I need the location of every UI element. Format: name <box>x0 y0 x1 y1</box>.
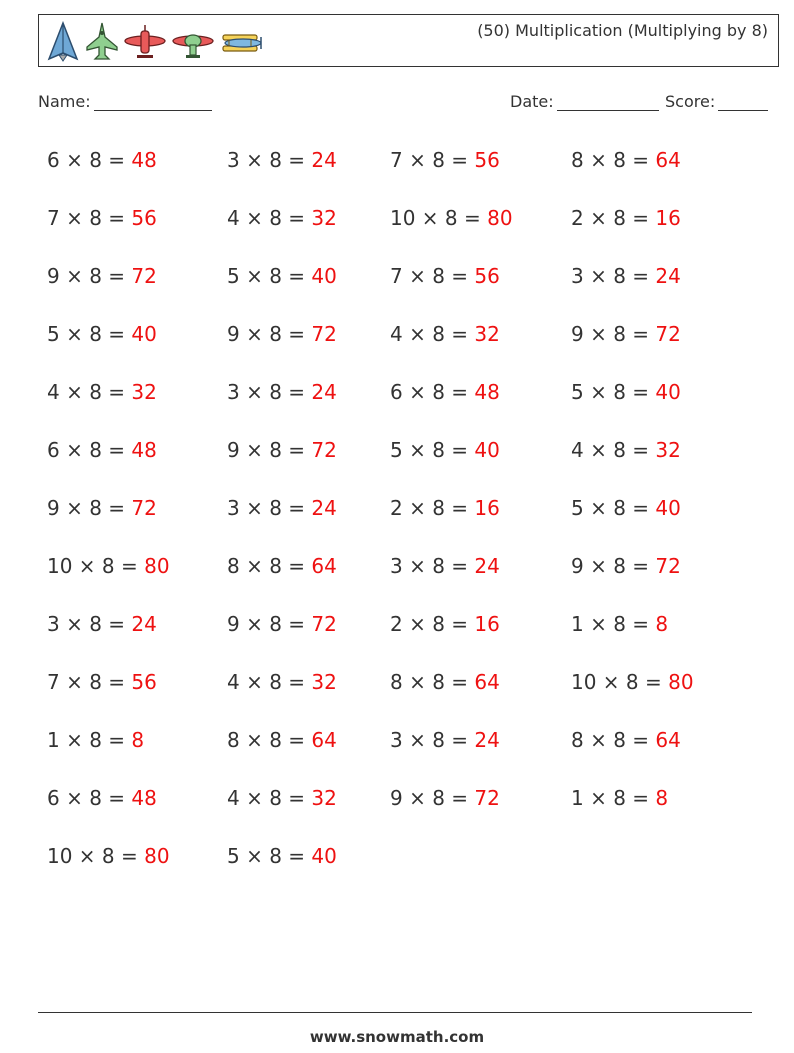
problem-answer: 80 <box>144 554 170 578</box>
problem-answer: 64 <box>311 728 337 752</box>
problem-item <box>390 554 500 578</box>
problem-question: 9 × 8 = <box>47 264 132 288</box>
problem-item <box>47 844 170 868</box>
problem-item <box>390 438 500 462</box>
problem-answer: 32 <box>311 786 337 810</box>
problem-question: 3 × 8 = <box>227 380 312 404</box>
problem-item <box>47 264 157 288</box>
problem-item <box>227 670 337 694</box>
problem-answer: 72 <box>131 496 157 520</box>
problem-question: 6 × 8 = <box>47 148 132 172</box>
fighter-jet-icon <box>85 21 119 63</box>
problem-item <box>47 380 157 404</box>
problem-answer: 24 <box>311 380 337 404</box>
name-label: Name: <box>38 92 91 111</box>
problem-item <box>227 206 337 230</box>
worksheet-header <box>38 14 779 67</box>
problem-question: 10 × 8 = <box>47 554 145 578</box>
problem-question: 4 × 8 = <box>47 380 132 404</box>
problem-question: 6 × 8 = <box>47 438 132 462</box>
score-blank[interactable] <box>718 94 768 111</box>
problem-answer: 32 <box>655 438 681 462</box>
problem-question: 3 × 8 = <box>390 554 475 578</box>
problem-answer: 80 <box>487 206 513 230</box>
problem-item <box>571 612 668 636</box>
problem-question: 5 × 8 = <box>571 380 656 404</box>
problem-item <box>390 264 500 288</box>
date-blank[interactable] <box>557 94 659 111</box>
problem-answer: 8 <box>655 786 669 810</box>
problem-question: 9 × 8 = <box>390 786 475 810</box>
problem-answer: 40 <box>655 496 681 520</box>
problem-question: 2 × 8 = <box>571 206 656 230</box>
problem-answer: 24 <box>474 728 500 752</box>
problem-answer: 40 <box>311 844 337 868</box>
problem-item <box>571 496 681 520</box>
problem-question: 9 × 8 = <box>227 322 312 346</box>
problem-answer: 16 <box>655 206 681 230</box>
problem-question: 2 × 8 = <box>390 612 475 636</box>
problem-answer: 8 <box>131 728 145 752</box>
problem-item <box>571 438 681 462</box>
problem-item <box>571 728 681 752</box>
problem-question: 5 × 8 = <box>390 438 475 462</box>
problem-item <box>571 148 681 172</box>
problem-answer: 40 <box>655 380 681 404</box>
problem-answer: 24 <box>655 264 681 288</box>
problem-item <box>390 728 500 752</box>
problem-question: 7 × 8 = <box>390 148 475 172</box>
problem-answer: 24 <box>131 612 157 636</box>
problem-answer: 72 <box>655 322 681 346</box>
problem-question: 9 × 8 = <box>227 612 312 636</box>
problem-answer: 56 <box>474 148 500 172</box>
problem-question: 5 × 8 = <box>571 496 656 520</box>
problem-answer: 48 <box>131 148 157 172</box>
biplane-icon <box>219 21 265 63</box>
propeller-plane-red-icon <box>123 21 167 63</box>
date-field <box>510 92 659 111</box>
footer-divider <box>38 1012 752 1013</box>
problem-question: 7 × 8 = <box>390 264 475 288</box>
problem-item <box>571 670 694 694</box>
problem-question: 9 × 8 = <box>571 554 656 578</box>
problem-answer: 80 <box>668 670 694 694</box>
problem-item <box>227 844 337 868</box>
name-field <box>38 92 212 111</box>
problem-item <box>227 438 337 462</box>
problem-answer: 16 <box>474 496 500 520</box>
problem-question: 9 × 8 = <box>571 322 656 346</box>
problem-question: 1 × 8 = <box>47 728 132 752</box>
problem-item <box>47 322 157 346</box>
problem-question: 1 × 8 = <box>571 786 656 810</box>
jet-plane-icon <box>45 21 81 63</box>
problem-answer: 48 <box>474 380 500 404</box>
problem-answer: 72 <box>311 322 337 346</box>
problem-item <box>47 786 157 810</box>
name-blank[interactable] <box>94 94 212 111</box>
problem-question: 3 × 8 = <box>390 728 475 752</box>
problem-answer: 40 <box>311 264 337 288</box>
problem-item <box>47 148 157 172</box>
problem-answer: 72 <box>655 554 681 578</box>
problem-question: 4 × 8 = <box>571 438 656 462</box>
problem-item <box>227 148 337 172</box>
problem-answer: 72 <box>311 612 337 636</box>
problem-answer: 56 <box>474 264 500 288</box>
problem-item <box>47 612 157 636</box>
problem-question: 3 × 8 = <box>227 148 312 172</box>
problem-item <box>390 380 500 404</box>
problem-question: 6 × 8 = <box>47 786 132 810</box>
problem-answer: 24 <box>474 554 500 578</box>
problem-answer: 48 <box>131 438 157 462</box>
problem-answer: 56 <box>131 206 157 230</box>
problem-answer: 64 <box>655 728 681 752</box>
problem-answer: 40 <box>474 438 500 462</box>
problem-item <box>571 786 668 810</box>
problem-answer: 40 <box>131 322 157 346</box>
problem-answer: 64 <box>311 554 337 578</box>
problem-item <box>227 380 337 404</box>
problem-answer: 72 <box>474 786 500 810</box>
problem-answer: 32 <box>131 380 157 404</box>
problem-question: 5 × 8 = <box>47 322 132 346</box>
problem-item <box>47 438 157 462</box>
problem-question: 4 × 8 = <box>227 786 312 810</box>
problem-question: 5 × 8 = <box>227 264 312 288</box>
problem-item <box>47 206 157 230</box>
problem-item <box>227 264 337 288</box>
problem-question: 4 × 8 = <box>227 670 312 694</box>
problem-item <box>390 496 500 520</box>
problem-question: 1 × 8 = <box>571 612 656 636</box>
problem-answer: 48 <box>131 786 157 810</box>
problem-question: 8 × 8 = <box>571 728 656 752</box>
problem-item <box>47 728 144 752</box>
worksheet-title: (50) Multiplication (Multiplying by 8) <box>477 21 768 40</box>
problem-item <box>227 612 337 636</box>
problem-answer: 16 <box>474 612 500 636</box>
problem-item <box>571 322 681 346</box>
problem-question: 7 × 8 = <box>47 206 132 230</box>
problem-item <box>47 670 157 694</box>
score-field <box>665 92 768 111</box>
problem-item <box>227 322 337 346</box>
problem-item <box>390 206 513 230</box>
problem-question: 10 × 8 = <box>47 844 145 868</box>
problem-answer: 24 <box>311 496 337 520</box>
problem-answer: 8 <box>655 612 669 636</box>
problem-answer: 72 <box>311 438 337 462</box>
problem-item <box>47 496 157 520</box>
problem-question: 4 × 8 = <box>227 206 312 230</box>
problem-answer: 24 <box>311 148 337 172</box>
problem-answer: 56 <box>131 670 157 694</box>
problem-question: 9 × 8 = <box>47 496 132 520</box>
problem-item <box>227 554 337 578</box>
problem-item <box>571 206 681 230</box>
problem-item <box>47 554 170 578</box>
problem-item <box>390 786 500 810</box>
problem-item <box>571 380 681 404</box>
problem-question: 8 × 8 = <box>227 728 312 752</box>
problem-question: 4 × 8 = <box>390 322 475 346</box>
problem-item <box>227 786 337 810</box>
problem-question: 8 × 8 = <box>390 670 475 694</box>
score-label: Score: <box>665 92 716 111</box>
problem-question: 6 × 8 = <box>390 380 475 404</box>
problem-answer: 72 <box>131 264 157 288</box>
problem-question: 10 × 8 = <box>571 670 669 694</box>
problem-item <box>390 670 500 694</box>
problem-question: 9 × 8 = <box>227 438 312 462</box>
problem-item <box>390 612 500 636</box>
propeller-plane-green-icon <box>171 21 215 63</box>
date-label: Date: <box>510 92 554 111</box>
problem-question: 7 × 8 = <box>47 670 132 694</box>
problem-item <box>571 554 681 578</box>
problem-answer: 64 <box>655 148 681 172</box>
problem-answer: 80 <box>144 844 170 868</box>
problem-question: 2 × 8 = <box>390 496 475 520</box>
problem-answer: 32 <box>311 206 337 230</box>
problem-item <box>390 322 500 346</box>
problem-item <box>227 728 337 752</box>
problem-answer: 32 <box>311 670 337 694</box>
problem-item <box>390 148 500 172</box>
problem-question: 10 × 8 = <box>390 206 488 230</box>
problem-question: 3 × 8 = <box>227 496 312 520</box>
problem-question: 5 × 8 = <box>227 844 312 868</box>
problem-answer: 64 <box>474 670 500 694</box>
problem-question: 8 × 8 = <box>227 554 312 578</box>
footer-website: www.snowmath.com <box>309 1028 485 1046</box>
plane-icons <box>45 21 265 63</box>
problem-answer: 32 <box>474 322 500 346</box>
problem-question: 3 × 8 = <box>571 264 656 288</box>
problem-item <box>571 264 681 288</box>
problem-question: 8 × 8 = <box>571 148 656 172</box>
problem-question: 3 × 8 = <box>47 612 132 636</box>
problem-item <box>227 496 337 520</box>
